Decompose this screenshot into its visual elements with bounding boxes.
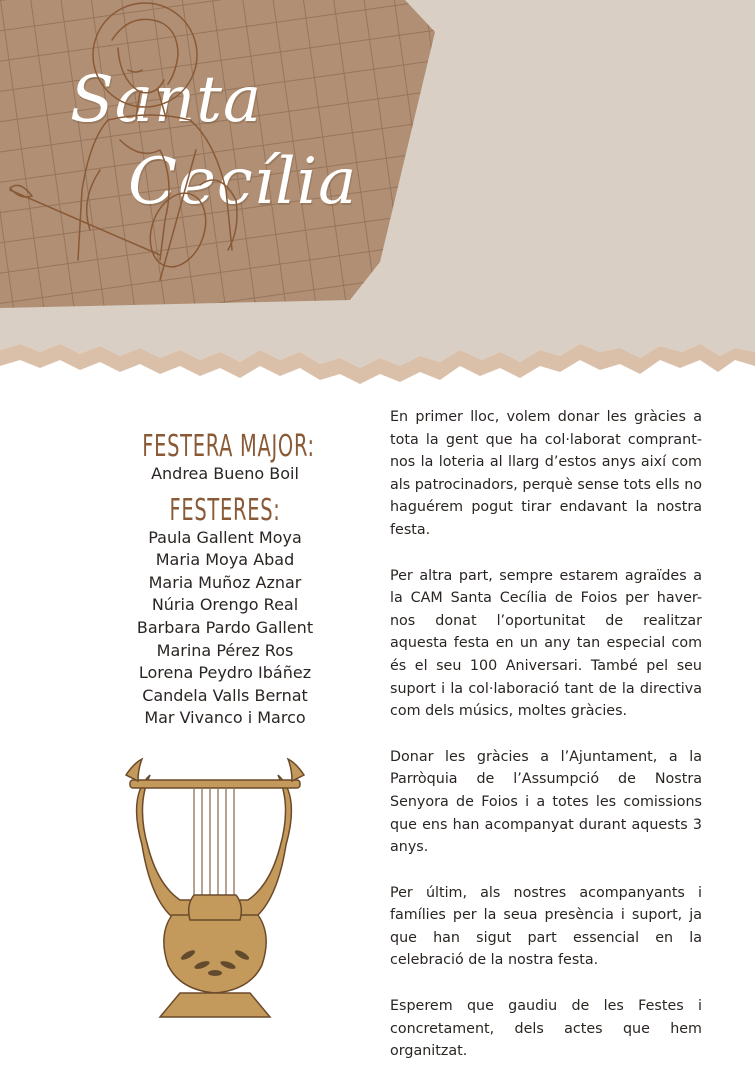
title-line-2: Cecília [128, 145, 358, 219]
festera-name: Mar Vivanco i Marco [144, 708, 306, 728]
festera-name: Lorena Peydro Ibáñez [138, 663, 312, 683]
festera-major-name: Andrea Bueno Boil [151, 464, 299, 483]
paragraph: Donar les gràcies a l’Ajuntament, a la Parròquia de l’Assumpció de Nostra Senyora de Foios i a totes les comissions que ens han acompanyat durant aquests 3 anys. [390, 748, 702, 856]
festera-name: Marina Pérez Ros [156, 640, 294, 660]
festeres-label: FESTERES: [169, 492, 281, 528]
paragraph: Per altra part, sempre estarem agraïdes a la CAM Santa Cecília de Foios per haver-nos donat l’oportunitat de realitzar aquesta festa en un any tan especial com és el seu 100 Aniversari. També pel seu suport i la col·laboració tant de la directiva com dels músics, moltes gràcies. [390, 567, 702, 720]
paragraph: Esperem que gaudiu de les Festes i concretament, dels actes que hem organitzat. [390, 998, 702, 1060]
acknowledgements-text [390, 406, 702, 1086]
header-banner [0, 0, 755, 400]
festera-name: Paula Gallent Moya [148, 527, 302, 547]
paragraph: En primer lloc, volem donar les gràcies a tota la gent que ha col·laborat comprant-nos la loteria al llarg d’estos anys així com als patrocinadors, perquè sense tots ells no haguérem pogut tirar endavant la nostra festa. [390, 409, 702, 538]
festera-name: Barbara Pardo Gallent [136, 617, 314, 637]
paragraph: Per últim, als nostres acompanyants i famílies per la seua presència i suport, ja que han sigut part essencial en la celebració de la nostra festa. [390, 884, 702, 969]
festera-list [110, 430, 340, 730]
lyre-icon [120, 755, 310, 1025]
festera-name: Maria Muñoz Aznar [148, 572, 302, 592]
festera-name: Maria Moya Abad [155, 550, 295, 570]
festera-name: Candela Valls Bernat [142, 685, 308, 705]
festera-major-label: FESTERA MAJOR: [142, 429, 315, 464]
festera-name: Núria Orengo Real [151, 595, 299, 615]
title-line-1: Santa [70, 63, 263, 137]
saint-cecilia-illustration-icon [0, 0, 250, 290]
